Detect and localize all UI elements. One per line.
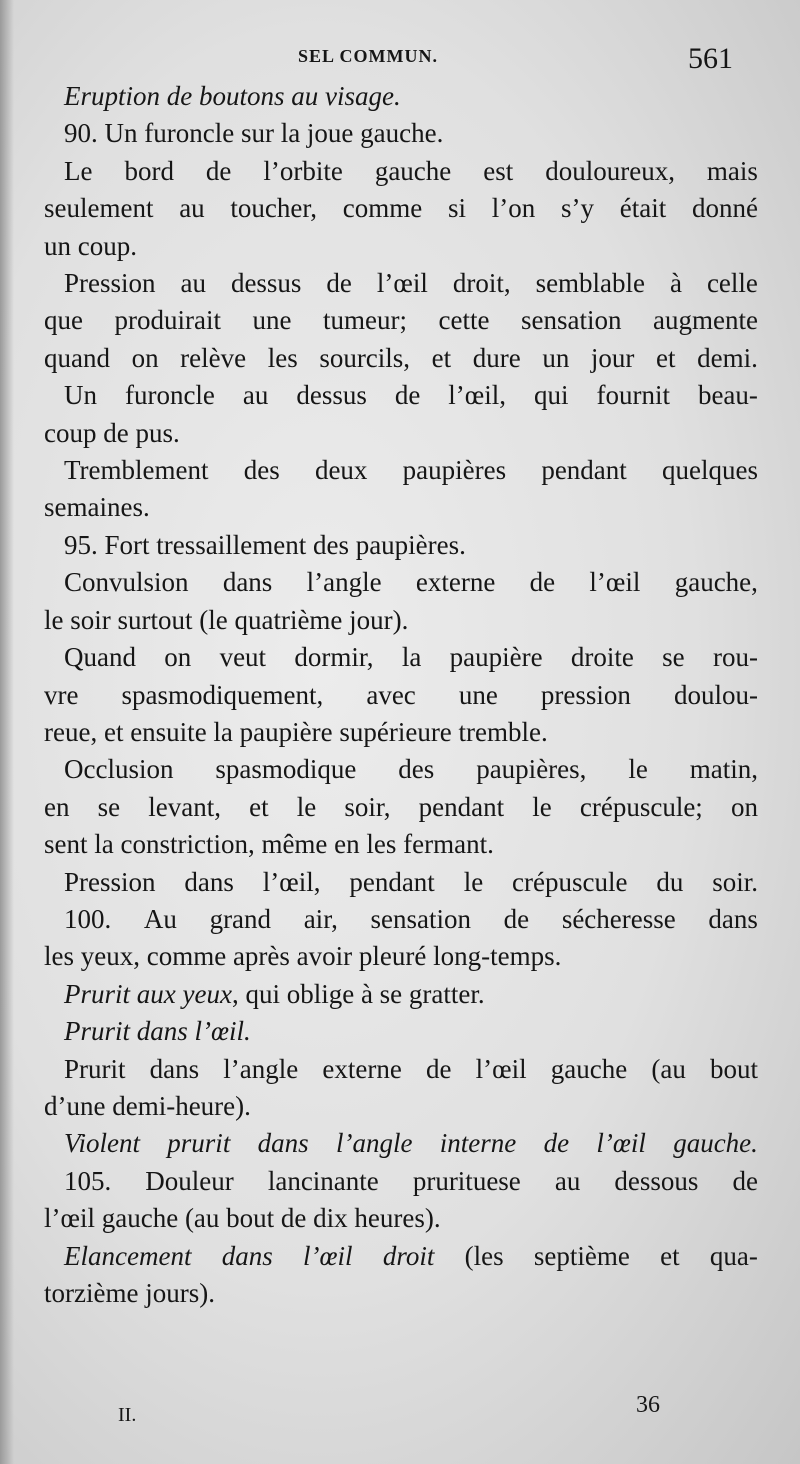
text-line: Occlusion spasmodique des paupières, le matin, <box>64 754 758 785</box>
sheet-number: 36 <box>636 1392 660 1418</box>
text-line: coup de pus. <box>44 417 180 448</box>
text-line: Elancement dans l’œil droit (les septième et qua- <box>64 1240 758 1271</box>
text-line: Violent prurit dans l’angle interne de l’œil gauche. <box>64 1128 758 1159</box>
text-line: les yeux, comme après avoir pleuré long-temps. <box>44 941 562 972</box>
text-line: l’œil gauche (au bout de dix heures). <box>44 1203 441 1234</box>
text-line: Pression au dessus de l’œil droit, semblable à celle <box>64 268 758 299</box>
text-line: semaines. <box>44 492 150 523</box>
body-text <box>44 78 758 1312</box>
running-title: SEL COMMUN. <box>298 46 439 66</box>
text-line: torzième jours). <box>44 1278 215 1308</box>
signature-mark: II. <box>118 1404 137 1426</box>
text-line: d’une demi-heure). <box>44 1090 251 1121</box>
text-line: Eruption de boutons au visage. <box>64 81 401 111</box>
page-edge-shadow <box>0 0 14 1464</box>
text-line: 90. Un furoncle sur la joue gauche. <box>64 118 444 149</box>
text-line: Convulsion dans l’angle externe de l’œil gauche, <box>64 567 758 598</box>
text-line: Prurit dans l’angle externe de l’œil gauche (au bout <box>64 1053 758 1084</box>
text-line: 95. Fort tressaillement des paupières. <box>64 529 466 560</box>
text-line: sent la constriction, même en les fermant. <box>44 829 494 860</box>
text-line: quand on relève les sourcils, et dure un jour et demi. <box>44 342 758 373</box>
text-line: que produirait une tumeur; cette sensation augmente <box>44 305 758 336</box>
text-line: reue, et ensuite la paupière supérieure tremble. <box>44 716 548 747</box>
text-line: Prurit aux yeux , qui oblige à se gratter. <box>64 978 485 1009</box>
text-line: seulement au toucher, comme si l’on s’y était donné <box>44 193 758 224</box>
page-header <box>0 42 800 78</box>
text-line: un coup. <box>44 230 137 261</box>
text-line: Quand on veut dormir, la paupière droite se rou- <box>64 642 758 673</box>
text-line: vre spasmodiquement, avec une pression doulou- <box>44 679 758 710</box>
page-number: 561 <box>688 42 733 75</box>
text-line: Pression dans l’œil, pendant le crépuscule du soir. <box>64 866 758 897</box>
text-line: Un furoncle au dessus de l’œil, qui fournit beau- <box>64 380 758 411</box>
page-footer <box>0 1392 800 1432</box>
text-line: Prurit dans l’œil. <box>64 1016 251 1047</box>
text-line: 105. Douleur lancinante prurituese au dessous de <box>64 1165 758 1196</box>
text-line: le soir surtout (le quatrième jour). <box>44 604 409 635</box>
text-line: en se levant, et le soir, pendant le crépuscule; on <box>44 791 758 822</box>
text-line: Tremblement des deux paupières pendant quelques <box>64 455 758 486</box>
text-line: Le bord de l’orbite gauche est douloureux, mais <box>64 155 758 186</box>
text-line: 100. Au grand air, sensation de sécheresse dans <box>64 903 758 934</box>
